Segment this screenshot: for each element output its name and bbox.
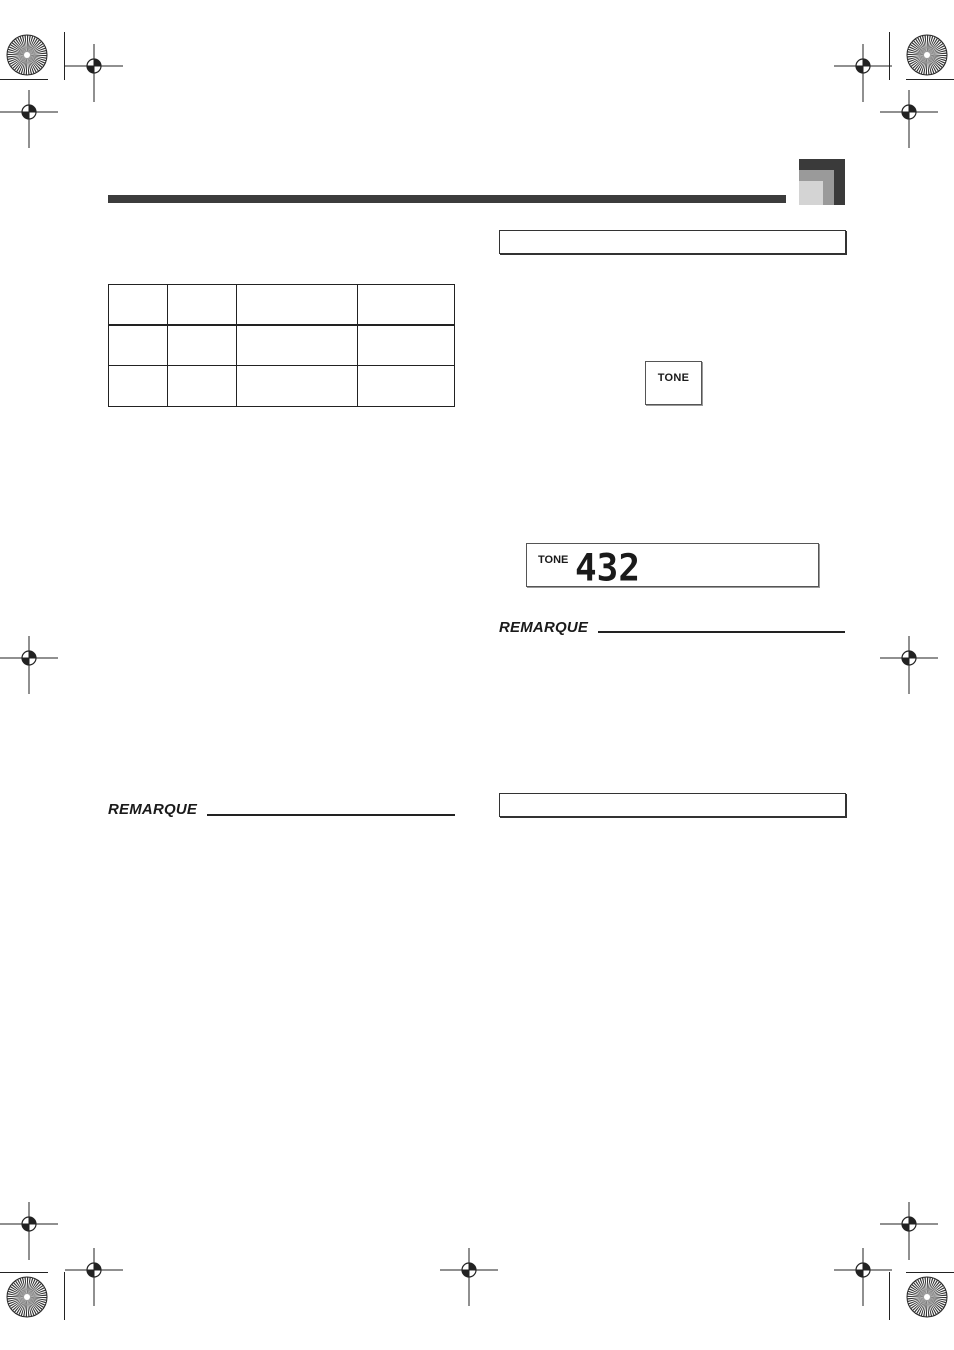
section-heading-box-bottom — [499, 793, 846, 817]
tone-button-label: TONE — [657, 372, 690, 384]
tone-button[interactable] — [645, 361, 702, 405]
table-cell — [109, 366, 168, 407]
table-cell — [167, 325, 236, 366]
color-wheel-mark-bottom-right — [906, 1276, 948, 1318]
color-wheel-mark-bottom-left — [6, 1276, 48, 1318]
table-cell — [109, 285, 168, 325]
table-row — [109, 325, 455, 366]
registration-mark-icon — [65, 44, 139, 123]
crop-mark — [906, 79, 954, 80]
crop-mark — [0, 79, 48, 80]
header-bar — [108, 195, 786, 203]
registration-mark-icon — [834, 1248, 908, 1327]
registration-mark-icon — [0, 1202, 74, 1281]
section-heading-box-top — [499, 230, 846, 254]
chapter-tab-block — [799, 159, 845, 205]
table-header-row — [109, 285, 455, 325]
table-cell — [358, 285, 455, 325]
registration-mark-icon — [440, 1248, 514, 1327]
registration-mark-icon — [0, 636, 74, 715]
lcd-display — [526, 543, 819, 587]
table-cell — [236, 325, 358, 366]
note-rule-right — [598, 631, 845, 633]
note-rule-left — [207, 814, 455, 816]
registration-mark-icon — [0, 90, 74, 169]
registration-mark-icon — [880, 636, 954, 715]
table-cell — [109, 325, 168, 366]
table-row — [109, 366, 455, 407]
table-cell — [236, 366, 358, 407]
table-cell — [167, 366, 236, 407]
table-cell — [358, 366, 455, 407]
table-cell — [358, 325, 455, 366]
table-cell — [236, 285, 358, 325]
note-heading-left: REMARQUE — [108, 801, 198, 818]
lcd-digit-value: 432 — [575, 549, 641, 583]
data-table — [108, 284, 455, 407]
color-wheel-mark-top-left — [6, 34, 48, 76]
color-wheel-mark-top-right — [906, 34, 948, 76]
lcd-digits — [575, 549, 655, 583]
note-heading-right: REMARQUE — [499, 619, 589, 636]
lcd-tone-label: TONE — [538, 554, 569, 566]
table-cell — [167, 285, 236, 325]
registration-mark-icon — [65, 1248, 139, 1327]
registration-mark-icon — [880, 90, 954, 169]
